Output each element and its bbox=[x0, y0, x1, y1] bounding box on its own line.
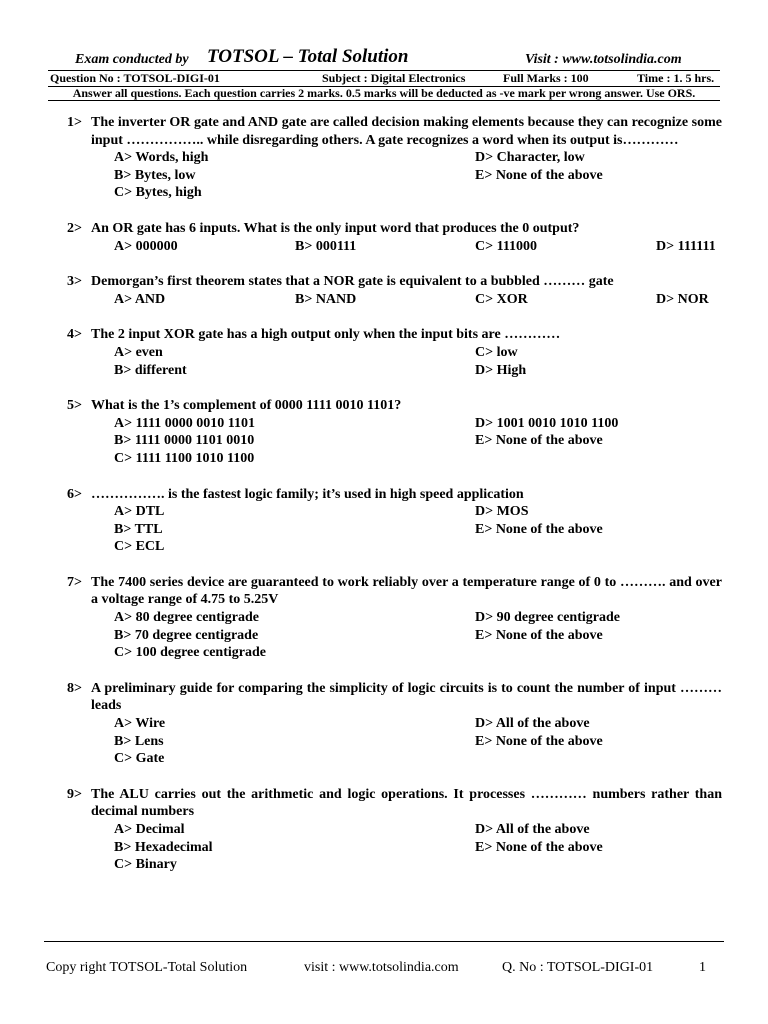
time-allowed: Time : 1. 5 hrs. bbox=[637, 71, 715, 85]
question-text: The 7400 series device are guaranteed to work reliably over a temperature range of 0 to ………. and over a voltage range of 4.75 to 5.25V bbox=[91, 574, 722, 608]
question-number: 1> bbox=[67, 115, 82, 130]
answer-option: A> AND bbox=[114, 291, 166, 307]
answer-option: E> None of the above bbox=[475, 167, 603, 183]
question-item bbox=[67, 220, 722, 255]
option-list bbox=[114, 291, 722, 309]
answer-option: B> 000111 bbox=[295, 238, 357, 254]
answer-option: D> NOR bbox=[656, 291, 709, 307]
answer-option: A> Wire bbox=[114, 716, 166, 732]
question-item bbox=[67, 574, 722, 662]
exam-header bbox=[48, 48, 720, 71]
answer-option: B> Lens bbox=[114, 733, 164, 749]
answer-option: D> All of the above bbox=[475, 716, 590, 732]
instructions: Answer all questions. Each question carries 2 marks. 0.5 marks will be deducted as -ve mark per wrong answer. Use ORS. bbox=[48, 86, 720, 101]
footer-question-no: Q. No : TOTSOL-DIGI-01 bbox=[502, 960, 654, 975]
answer-option: B> NAND bbox=[295, 291, 357, 307]
answer-option: D> 1001 0010 1010 1100 bbox=[475, 415, 619, 431]
conducted-by-label: Exam conducted by bbox=[75, 52, 189, 67]
answer-option: D> MOS bbox=[475, 504, 529, 520]
footer-copyright: Copy right TOTSOL-Total Solution bbox=[46, 960, 248, 975]
answer-option: A> DTL bbox=[114, 504, 165, 520]
answer-option: C> low bbox=[475, 344, 518, 360]
question-list bbox=[67, 114, 722, 892]
answer-option: D> High bbox=[475, 362, 527, 378]
answer-option: C> ECL bbox=[114, 539, 165, 555]
question-number: 9> bbox=[67, 786, 82, 802]
question-no: Question No : TOTSOL-DIGI-01 bbox=[50, 71, 220, 85]
answer-option: A> 80 degree centigrade bbox=[114, 610, 259, 626]
question-item bbox=[67, 680, 722, 768]
answer-option: E> None of the above bbox=[475, 839, 603, 855]
question-item bbox=[67, 397, 722, 467]
answer-option: B> different bbox=[114, 362, 187, 378]
option-list bbox=[114, 344, 722, 379]
answer-option: B> TTL bbox=[114, 521, 163, 537]
question-number: 2> bbox=[67, 220, 82, 236]
answer-option: C> 1111 1100 1010 1100 bbox=[114, 450, 255, 466]
full-marks: Full Marks : 100 bbox=[503, 71, 589, 85]
brand-title: TOTSOL – Total Solution bbox=[207, 46, 409, 67]
option-list bbox=[114, 238, 722, 256]
question-number: 7> bbox=[67, 574, 82, 590]
option-list bbox=[114, 503, 722, 556]
question-number: 5> bbox=[67, 398, 82, 414]
question-text: The inverter OR gate and AND gate are called decision making elements because they can recognize some input …………….. while disregarding others. A gate recognizes a word when its output is………… bbox=[91, 115, 722, 148]
question-number: 6> bbox=[67, 486, 82, 502]
answer-option: D> 111111 bbox=[656, 238, 716, 254]
page-number: 1 bbox=[699, 960, 706, 975]
answer-option: B> 70 degree centigrade bbox=[114, 627, 259, 643]
question-item bbox=[67, 114, 722, 202]
answer-option: A> Words, high bbox=[114, 150, 209, 166]
question-text: What is the 1’s complement of 0000 1111 0010 1101? bbox=[91, 398, 402, 414]
answer-option: E> None of the above bbox=[475, 733, 603, 749]
answer-option: D> 90 degree centigrade bbox=[475, 610, 620, 626]
question-item bbox=[67, 326, 722, 379]
answer-option: E> None of the above bbox=[475, 521, 603, 537]
question-number: 3> bbox=[67, 274, 82, 290]
question-text: A preliminary guide for comparing the simplicity of logic circuits is to count the number of input ……… leads bbox=[91, 680, 722, 714]
question-text: The 2 input XOR gate has a high output only when the input bits are ………… bbox=[91, 327, 561, 343]
answer-option: C> 100 degree centigrade bbox=[114, 645, 266, 661]
answer-option: D> Character, low bbox=[475, 150, 585, 166]
answer-option: B> Hexadecimal bbox=[114, 839, 213, 855]
option-list bbox=[114, 415, 722, 468]
answer-option: C> XOR bbox=[475, 291, 528, 307]
header-visit-link[interactable]: Visit : www.totsolindia.com bbox=[525, 52, 682, 67]
footer-divider bbox=[44, 941, 724, 942]
question-number: 4> bbox=[67, 327, 82, 343]
answer-option: E> None of the above bbox=[475, 433, 603, 449]
answer-option: D> All of the above bbox=[475, 822, 590, 837]
question-number: 8> bbox=[67, 680, 82, 696]
question-item bbox=[67, 486, 722, 556]
question-text: The ALU carries out the arithmetic and logic operations. It processes ………… numbers rather than decimal numbers bbox=[91, 786, 722, 820]
answer-option: C> Bytes, high bbox=[114, 185, 202, 201]
question-text: Demorgan’s first theorem states that a NOR gate is equivalent to a bubbled ……… gate bbox=[91, 274, 614, 290]
question-item bbox=[67, 273, 722, 308]
answer-option: E> None of the above bbox=[475, 627, 603, 643]
answer-option: B> 1111 0000 1101 0010 bbox=[114, 433, 255, 449]
option-list bbox=[114, 149, 722, 202]
answer-option: C> Gate bbox=[114, 751, 165, 767]
answer-option: A> 1111 0000 0010 1101 bbox=[114, 415, 255, 431]
answer-option: C> Binary bbox=[114, 857, 177, 873]
question-text: An OR gate has 6 inputs. What is the only input word that produces the 0 output? bbox=[91, 220, 580, 236]
answer-option: A> 000000 bbox=[114, 238, 178, 254]
answer-option: A> Decimal bbox=[114, 822, 185, 837]
answer-option: A> even bbox=[114, 344, 163, 360]
question-text: ……………. is the fastest logic family; it’s used in high speed application bbox=[91, 486, 524, 502]
footer-visit-link[interactable]: visit : www.totsolindia.com bbox=[304, 960, 459, 975]
answer-option: C> 111000 bbox=[475, 238, 538, 254]
exam-info-row bbox=[48, 70, 720, 87]
option-list bbox=[114, 715, 722, 768]
option-list bbox=[114, 821, 722, 874]
option-list bbox=[114, 609, 722, 662]
answer-option: B> Bytes, low bbox=[114, 167, 196, 183]
question-item bbox=[67, 786, 722, 874]
subject: Subject : Digital Electronics bbox=[322, 71, 466, 85]
